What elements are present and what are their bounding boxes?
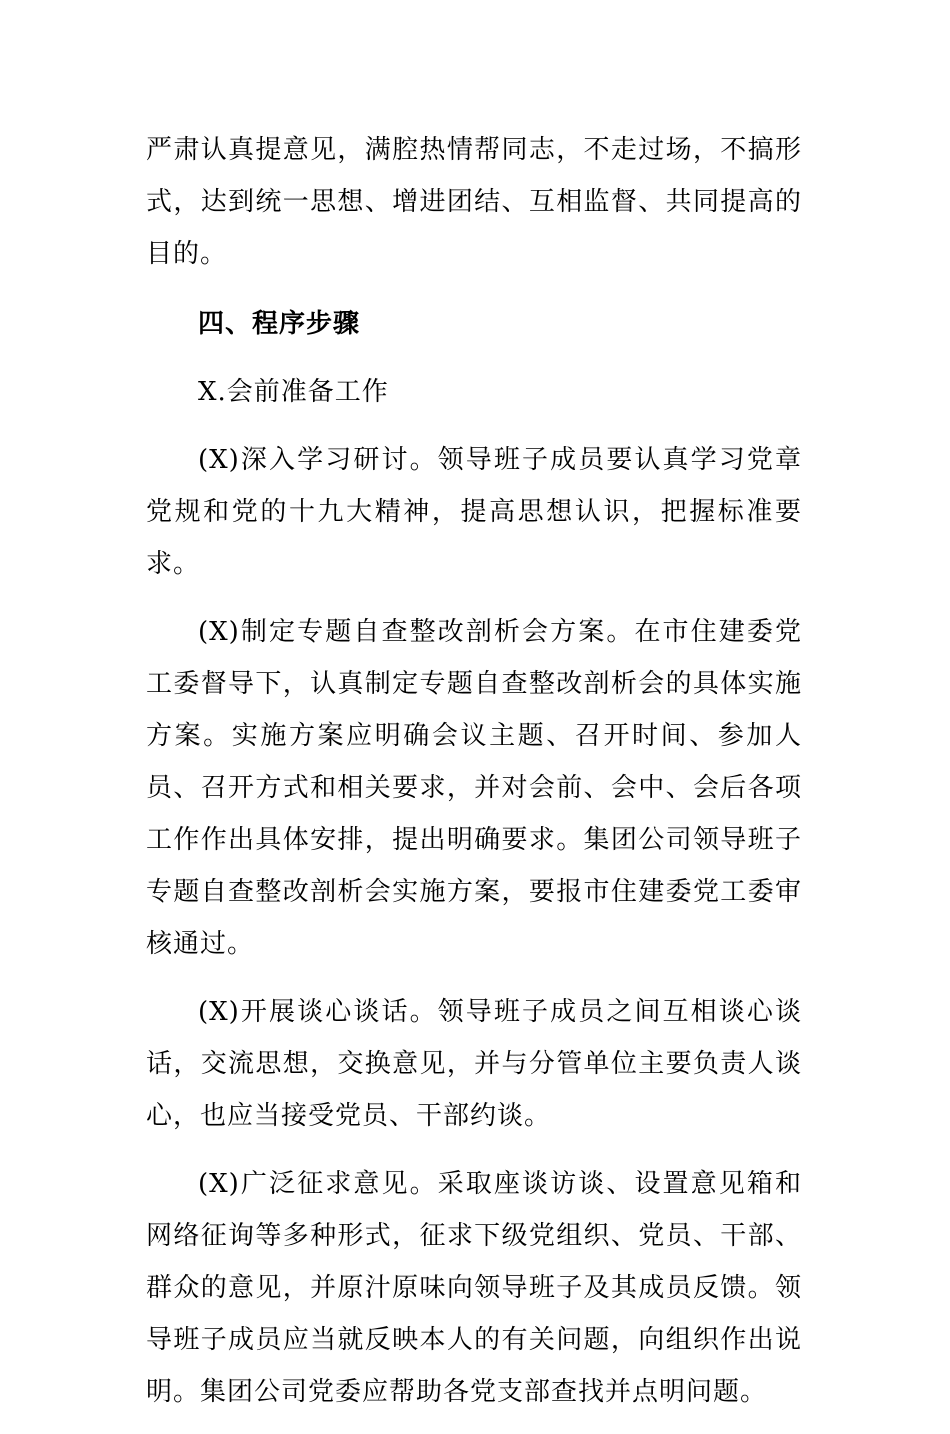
document-body	[146, 124, 802, 1434]
paragraph-talks: (X)开展谈心谈话。领导班子成员之间互相谈心谈话，交流思想，交换意见，并与分管单位主要负责人谈心，也应当接受党员、干部约谈。	[146, 997, 802, 1131]
paragraph-study: (X)深入学习研讨。领导班子成员要认真学习党章党规和党的十九大精神，提高思想认识，把握标准要求。	[146, 445, 802, 579]
paragraph-opinions: (X)广泛征求意见。采取座谈访谈、设置意见箱和网络征询等多种形式，征求下级党组织、党员、干部、群众的意见，并原汁原味向领导班子及其成员反馈。领导班子成员应当就反映本人的有关问题，向组织作出说明。集团公司党委应帮助各党支部查找并点明问题。	[146, 1169, 802, 1407]
subsection-heading: X.会前准备工作	[198, 377, 389, 407]
section-heading: 四、程序步骤	[198, 309, 361, 339]
paragraph-plan: (X)制定专题自查整改剖析会方案。在市住建委党工委督导下，认真制定专题自查整改剖析会的具体实施方案。实施方案应明确会议主题、召开时间、参加人员、召开方式和相关要求，并对会前、会中、会后各项工作作出具体安排，提出明确要求。集团公司领导班子专题自查整改剖析会实施方案，要报市住建委党工委审核通过。	[146, 617, 802, 959]
paragraph-continuation: 严肃认真提意见，满腔热情帮同志，不走过场，不搞形式，达到统一思想、增进团结、互相监督、共同提高的目的。	[146, 135, 802, 269]
